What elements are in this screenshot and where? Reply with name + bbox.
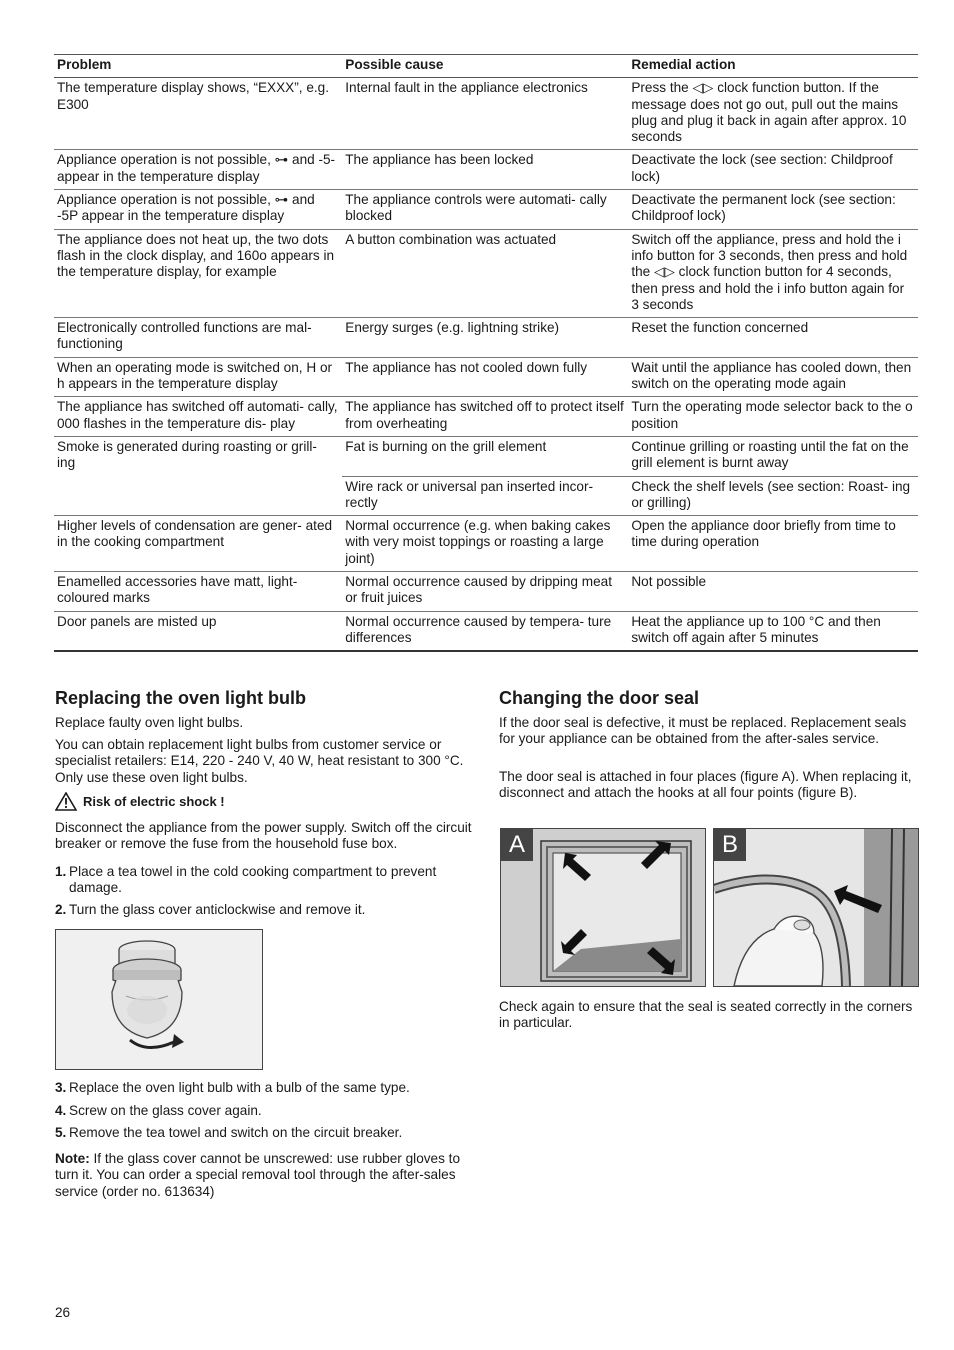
figure-b	[713, 828, 919, 987]
warning-triangle-icon	[55, 792, 77, 811]
cause-cell: Normal occurrence caused by tempera- ture differences	[342, 611, 628, 651]
action-cell: Turn the operating mode selector back to the o position	[628, 397, 918, 437]
step-number: 4.	[55, 1103, 67, 1118]
problem-cell: When an operating mode is switched on, H or h appears in the temperature display	[54, 357, 342, 397]
header-cause: Possible cause	[342, 55, 628, 78]
seal-intro: If the door seal is defective, it must be replaced. Replacement seals for your appliance can be obtained from the after-sales service.	[499, 715, 907, 747]
step-2	[55, 902, 475, 918]
table-row	[54, 357, 918, 397]
table-header-row	[54, 55, 918, 78]
step-text: Screw on the glass cover again.	[69, 1103, 262, 1118]
figure-a	[500, 828, 706, 987]
problem-cell: Appliance operation is not possible, ⊶ and -5- appear in the temperature display	[54, 150, 342, 190]
bulb-retailers-text: You can obtain replacement light bulbs from customer service or specialist retailers: E14, 220 - 240 V, 40 W, heat resistant to 300 °C. Only use these oven light bulbs.	[55, 737, 464, 785]
warning-text: Disconnect the appliance from the power supply. Switch off the circuit breaker or remove the fuse from the household fuse box.	[55, 820, 472, 852]
cause-cell: The appliance has switched off to protect itself from overheating	[342, 397, 628, 437]
cause-cell: Normal occurrence (e.g. when baking cakes with very moist toppings or roasting a large joint)	[342, 516, 628, 572]
action-cell: Not possible	[628, 572, 918, 612]
cause-cell: Normal occurrence caused by dripping meat or fruit juices	[342, 572, 628, 612]
step-text: Turn the glass cover anticlockwise and remove it.	[69, 902, 366, 917]
step-text: Remove the tea towel and switch on the circuit breaker.	[69, 1125, 403, 1140]
electric-shock-warning	[55, 792, 225, 811]
table-row	[54, 436, 918, 476]
note-text: If the glass cover cannot be unscrewed: use rubber gloves to turn it. You can order a special removal tool through the after-sales service (order no. 613634)	[55, 1151, 461, 1199]
note-label: Note:	[55, 1151, 90, 1166]
cause-cell: Internal fault in the appliance electronics	[342, 78, 628, 150]
problem-cell: The appliance does not heat up, the two dots flash in the clock display, and 160o appears in the temperature display, for example	[54, 229, 342, 317]
action-cell: Deactivate the permanent lock (see section: Childproof lock)	[628, 190, 918, 230]
step-text: Place a tea towel in the cold cooking compartment to prevent damage.	[69, 864, 437, 896]
table-row	[54, 78, 918, 150]
bulb-heading: Replacing the oven light bulb	[55, 688, 307, 708]
bulb-intro: Replace faulty oven light bulbs.	[55, 715, 244, 730]
step-5	[55, 1125, 475, 1141]
figure-a-label: A	[501, 829, 533, 861]
step-number: 3.	[55, 1080, 67, 1095]
cause-cell: The appliance has been locked	[342, 150, 628, 190]
problem-cell: Enamelled accessories have matt, light- coloured marks	[54, 572, 342, 612]
step-number: 1.	[55, 864, 67, 879]
action-cell: Heat the appliance up to 100 °C and then switch off again after 5 minutes	[628, 611, 918, 651]
problem-cell: Door panels are misted up	[54, 611, 342, 651]
note	[55, 1151, 475, 1200]
warning-title: Risk of electric shock !	[83, 794, 225, 809]
step-1	[55, 864, 475, 897]
cause-cell: Energy surges (e.g. lightning strike)	[342, 318, 628, 358]
table-row	[54, 190, 918, 230]
table-row	[54, 516, 918, 572]
step-number: 2.	[55, 902, 67, 917]
cause-cell: A button combination was actuated	[342, 229, 628, 317]
header-action: Remedial action	[628, 55, 918, 78]
action-cell: Continue grilling or roasting until the fat on the grill element is burnt away	[628, 436, 918, 476]
step-3	[55, 1080, 475, 1096]
glass-cover-image	[56, 930, 262, 1069]
table-row	[54, 572, 918, 612]
table-row	[54, 611, 918, 651]
table-row	[54, 150, 918, 190]
step-4	[55, 1103, 475, 1119]
action-cell: Reset the function concerned	[628, 318, 918, 358]
problem-cell: Appliance operation is not possible, ⊶ and -5P appear in the temperature display	[54, 190, 342, 230]
table-row	[54, 397, 918, 437]
figure-b-label: B	[714, 829, 746, 861]
page-number: 26	[55, 1305, 71, 1320]
problem-cell: The appliance has switched off automati- cally, 000 flashes in the temperature dis- play	[54, 397, 342, 437]
header-problem: Problem	[54, 55, 342, 78]
cause-cell: Wire rack or universal pan inserted incor- rectly	[342, 476, 628, 516]
glass-cover-illustration	[55, 929, 263, 1070]
step-text: Replace the oven light bulb with a bulb of the same type.	[69, 1080, 410, 1095]
action-cell: Check the shelf levels (see section: Roast- ing or grilling)	[628, 476, 918, 516]
action-cell: Open the appliance door briefly from time to time during operation	[628, 516, 918, 572]
table-row	[54, 318, 918, 358]
seal-attachment-text: The door seal is attached in four places (figure A). When replacing it, disconnect and attach the hooks at all four points (figure B).	[499, 769, 912, 801]
action-cell: Press the ◁▷ clock function button. If the message does not go out, pull out the mains plug and plug it back in again after approx. 10 seconds	[628, 78, 918, 150]
troubleshooting-table	[54, 54, 918, 652]
table-row	[54, 229, 918, 317]
problem-cell: The temperature display shows, “EXXX”, e.g. E300	[54, 78, 342, 150]
seal-heading: Changing the door seal	[499, 688, 700, 708]
cause-cell: Fat is burning on the grill element	[342, 436, 628, 476]
step-number: 5.	[55, 1125, 67, 1140]
action-cell: Wait until the appliance has cooled down, then switch on the operating mode again	[628, 357, 918, 397]
cause-cell: The appliance controls were automati- cally blocked	[342, 190, 628, 230]
problem-cell: Higher levels of condensation are gener- ated in the cooking compartment	[54, 516, 342, 572]
cause-cell: The appliance has not cooled down fully	[342, 357, 628, 397]
seal-check-text: Check again to ensure that the seal is seated correctly in the corners in particular.	[499, 999, 913, 1031]
action-cell: Switch off the appliance, press and hold the i info button for 3 seconds, then press and hold the ◁▷ clock function button for 4 seconds, then press and hold the i info button again for 3 seconds	[628, 229, 918, 317]
problem-cell: Smoke is generated during roasting or grill- ing	[54, 436, 342, 515]
action-cell: Deactivate the lock (see section: Childproof lock)	[628, 150, 918, 190]
problem-cell: Electronically controlled functions are mal- functioning	[54, 318, 342, 358]
